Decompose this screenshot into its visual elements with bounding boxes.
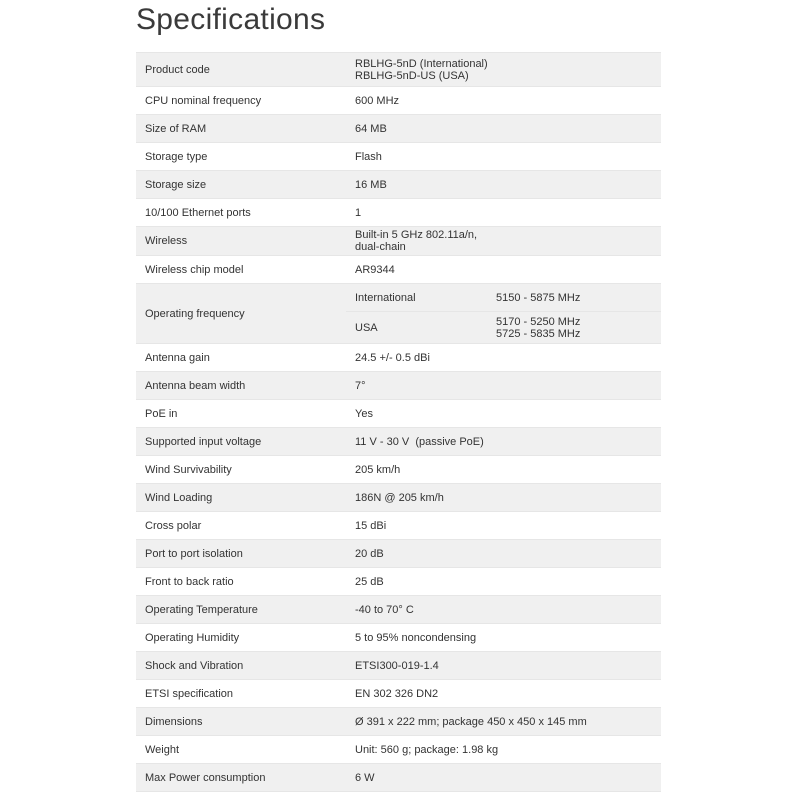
table-row [136, 372, 661, 400]
table-row [136, 428, 661, 456]
frequency-range-line: 5170 - 5250 MHz [496, 315, 581, 328]
spec-label: Wireless chip model [136, 256, 346, 284]
spec-label: Wind Loading [136, 484, 346, 512]
spec-label: Weight [136, 736, 346, 764]
spec-label: Dimensions [136, 708, 346, 736]
spec-label: Supported input voltage [136, 428, 346, 456]
spec-value: Yes [346, 400, 661, 428]
spec-label: Front to back ratio [136, 568, 346, 596]
table-row [136, 400, 661, 428]
spec-value-line: RBLHG-5nD (International) [355, 57, 488, 70]
spec-label: Storage type [136, 143, 346, 171]
table-row [136, 284, 661, 312]
spec-value: Unit: 560 g; package: 1.98 kg [346, 736, 661, 764]
table-row [136, 227, 661, 256]
table-row [136, 624, 661, 652]
table-row [136, 456, 661, 484]
table-row [136, 199, 661, 227]
spec-label: Antenna gain [136, 344, 346, 372]
table-row [136, 764, 661, 792]
spec-label: ETSI specification [136, 680, 346, 708]
spec-value: 16 MB [346, 171, 661, 199]
table-row [136, 512, 661, 540]
page-title: Specifications [136, 3, 326, 36]
table-row [136, 344, 661, 372]
spec-value: 186N @ 205 km/h [346, 484, 661, 512]
spec-value: AR9344 [346, 256, 661, 284]
spec-label: Operating frequency [136, 284, 346, 344]
spec-label: Product code [136, 53, 346, 87]
spec-label: Operating Humidity [136, 624, 346, 652]
frequency-range-line: 5725 - 5835 MHz [496, 327, 581, 340]
spec-label: Max Power consumption [136, 764, 346, 792]
spec-value: ETSI300-019-1.4 [346, 652, 661, 680]
table-row [136, 484, 661, 512]
spec-table [136, 52, 661, 792]
spec-value [346, 53, 661, 87]
spec-label: Shock and Vibration [136, 652, 346, 680]
table-row [136, 652, 661, 680]
spec-value: Flash [346, 143, 661, 171]
spec-value-line: Built-in 5 GHz 802.11a/n, [355, 229, 478, 241]
spec-label: PoE in [136, 400, 346, 428]
table-row [136, 736, 661, 764]
spec-value: 1 [346, 199, 661, 227]
spec-label: Antenna beam width [136, 372, 346, 400]
spec-value: EN 302 326 DN2 [346, 680, 661, 708]
spec-value: 15 dBi [346, 512, 661, 540]
table-row [136, 568, 661, 596]
spec-value [346, 227, 661, 256]
spec-label: 10/100 Ethernet ports [136, 199, 346, 227]
spec-value: 64 MB [346, 115, 661, 143]
spec-label: Wind Survivability [136, 456, 346, 484]
spec-label: CPU nominal frequency [136, 87, 346, 115]
table-row [136, 87, 661, 115]
spec-value: Ø 391 x 222 mm; package 450 x 450 x 145 mm [346, 708, 661, 736]
spec-label: Wireless [136, 227, 346, 256]
table-row [136, 596, 661, 624]
table-row [136, 708, 661, 736]
spec-value: 25 dB [346, 568, 661, 596]
table-row [136, 53, 661, 87]
spec-label: Port to port isolation [136, 540, 346, 568]
spec-label: Size of RAM [136, 115, 346, 143]
spec-value: 5 to 95% noncondensing [346, 624, 661, 652]
spec-value: -40 to 70° C [346, 596, 661, 624]
spec-value-line: dual-chain [355, 241, 406, 253]
table-row [136, 171, 661, 199]
spec-label: Storage size [136, 171, 346, 199]
spec-label: Cross polar [136, 512, 346, 540]
spec-value: 7° [346, 372, 661, 400]
table-row [136, 115, 661, 143]
spec-value: 24.5 +/- 0.5 dBi [346, 344, 661, 372]
spec-value: 11 V - 30 V (passive PoE) [346, 428, 661, 456]
table-row [136, 256, 661, 284]
spec-value: 6 W [346, 764, 661, 792]
table-row [136, 540, 661, 568]
frequency-region: USA [346, 312, 496, 344]
frequency-range [496, 312, 661, 344]
spec-value: 205 km/h [346, 456, 661, 484]
spec-value: 20 dB [346, 540, 661, 568]
spec-label: Operating Temperature [136, 596, 346, 624]
table-row [136, 143, 661, 171]
spec-value-line: RBLHG-5nD-US (USA) [355, 69, 469, 82]
table-row [136, 680, 661, 708]
spec-value: 600 MHz [346, 87, 661, 115]
frequency-range: 5150 - 5875 MHz [496, 284, 661, 312]
frequency-region: International [346, 284, 496, 312]
